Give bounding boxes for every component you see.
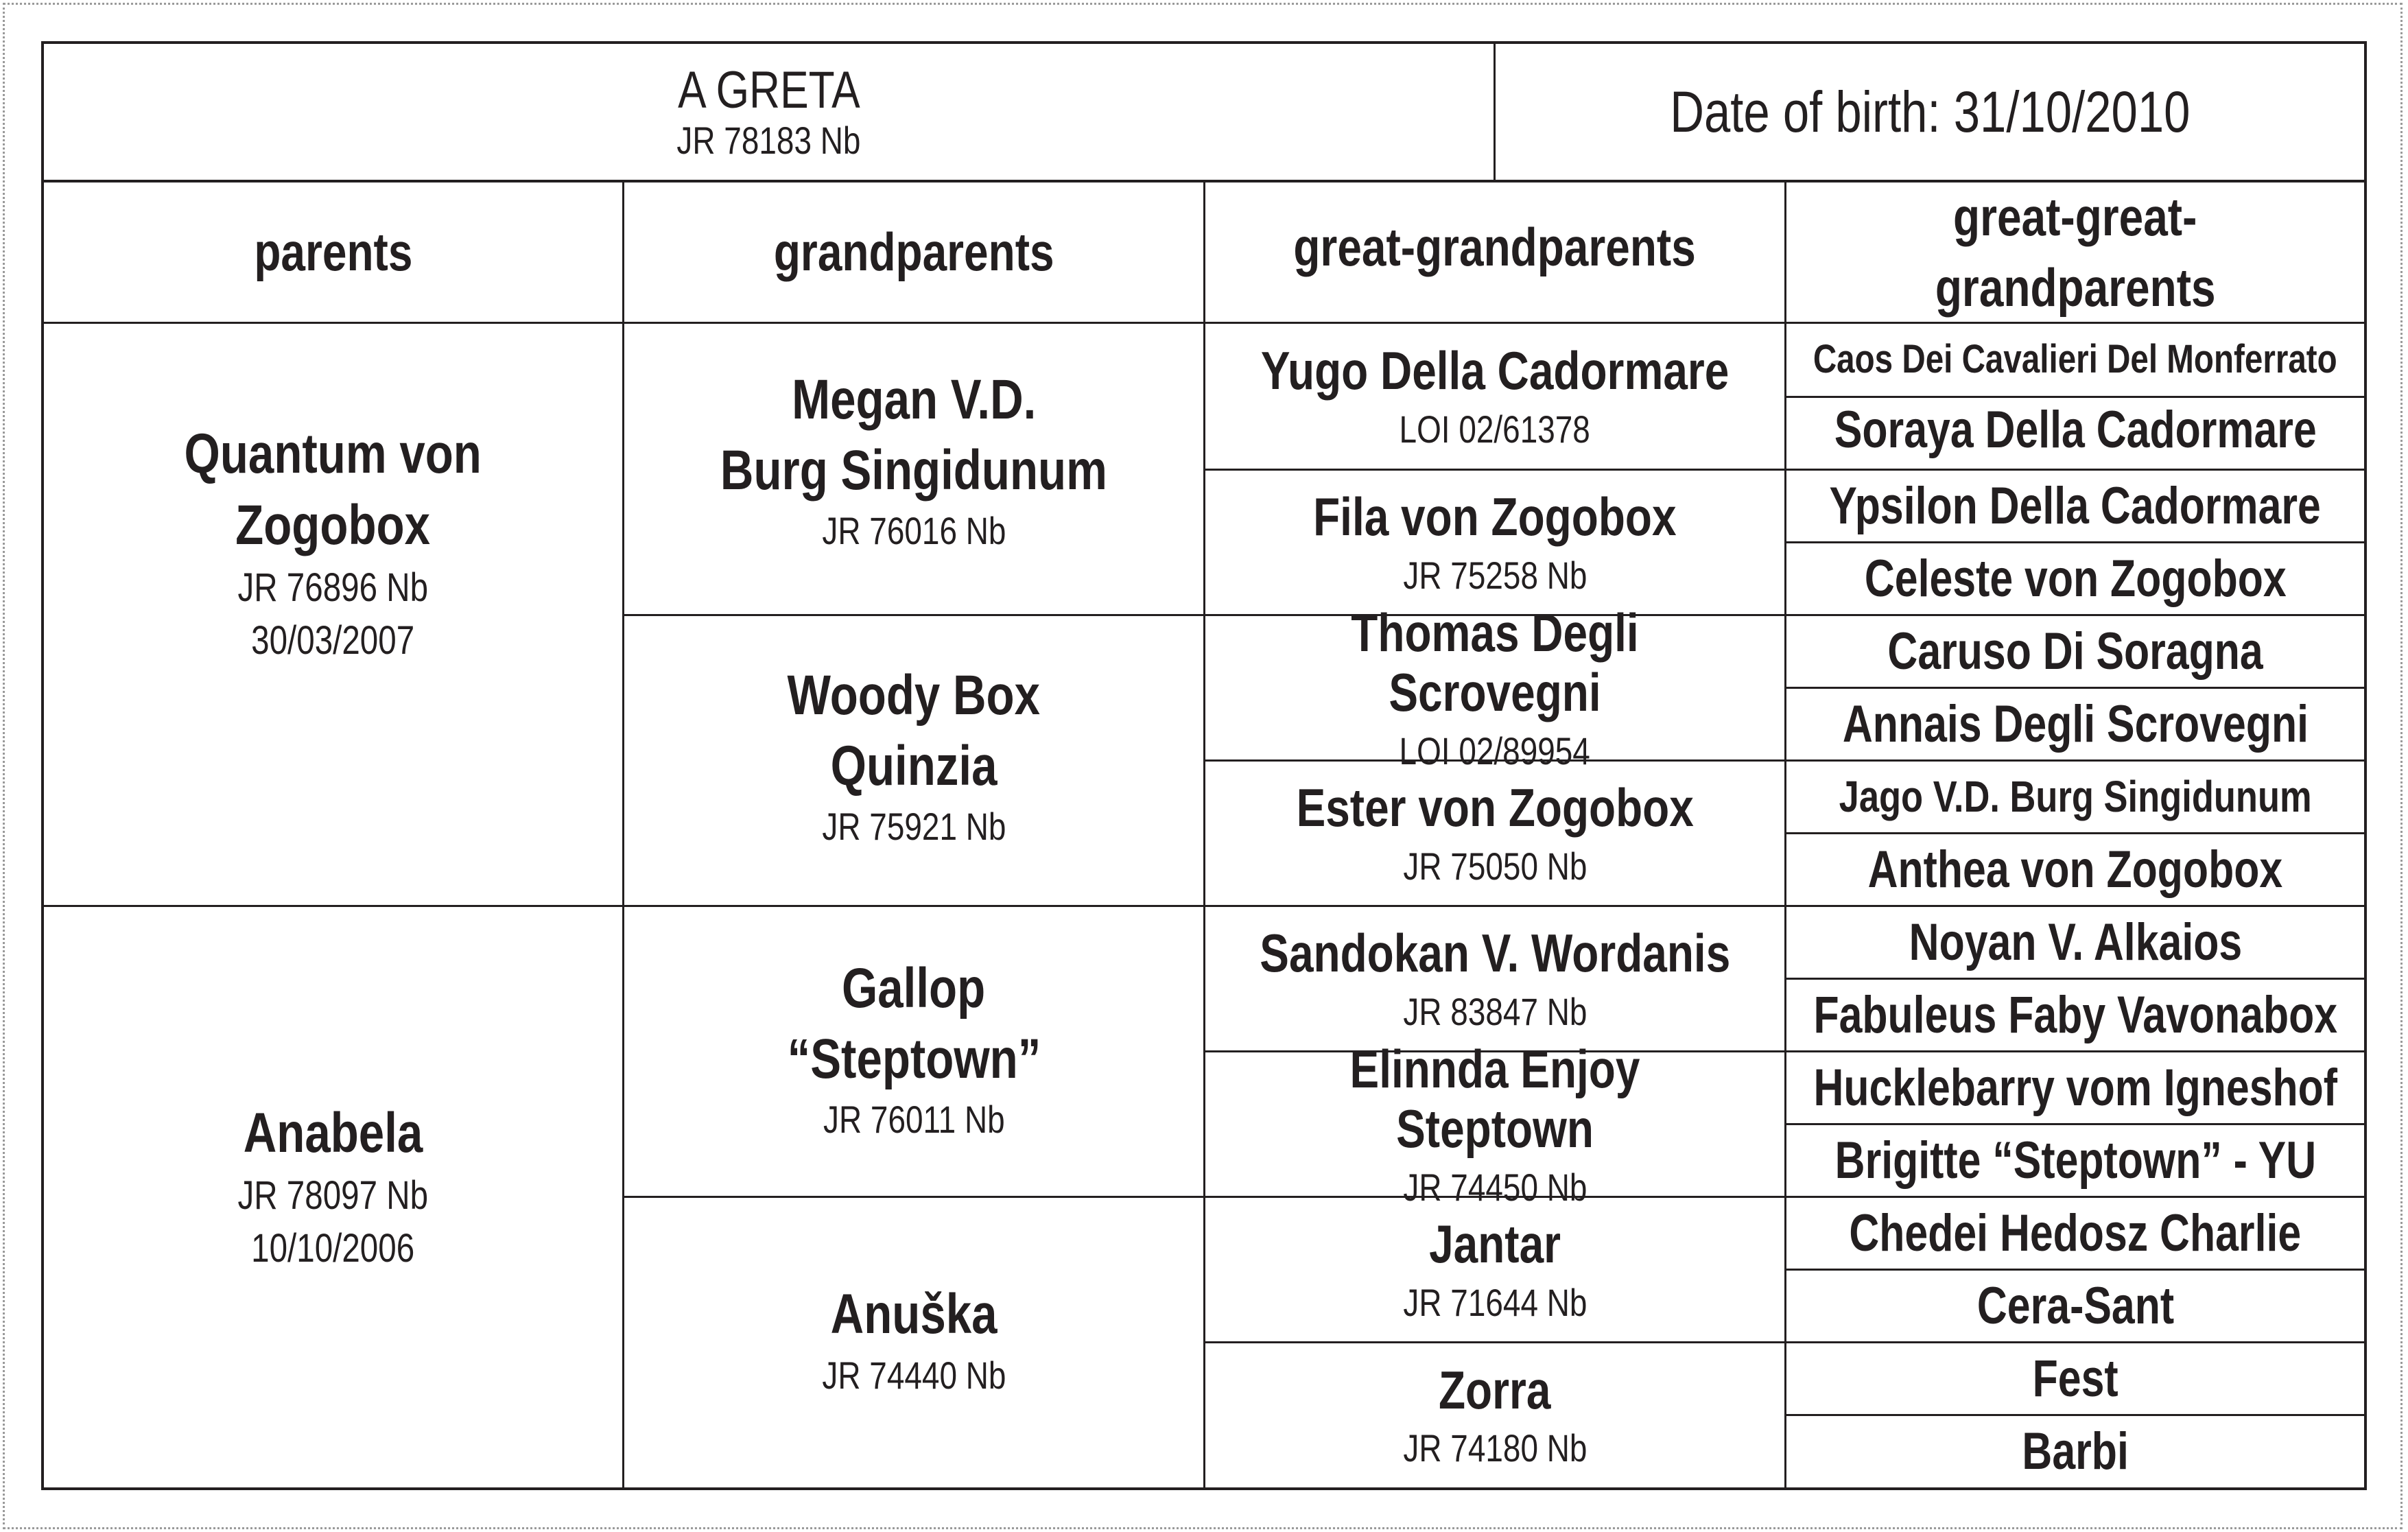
great-grandparent-registration: JR 75050 Nb: [1402, 844, 1587, 888]
great-great-grandparent-name: Caruso Di Soragna: [1887, 622, 2263, 681]
parent-registration: JR 78097 Nb: [237, 1172, 429, 1218]
great-great-grandparent-name: Cera-Sant: [1976, 1276, 2174, 1335]
parent-birth-date: 30/03/2007: [251, 617, 415, 663]
great-great-grandparent-name: Annais Degli Scrovegni: [1842, 694, 2309, 753]
great-grandparent: [1205, 1343, 1784, 1487]
great-grandparent-name: Thomas Degli Scrovegni: [1351, 602, 1639, 723]
header-grandparents: [624, 182, 1203, 322]
great-great-grandparent: [1786, 471, 2364, 541]
great-grandparent-name: Sandokan V. Wordanis: [1260, 923, 1730, 984]
grandparent: [624, 1280, 1203, 1403]
great-great-grandparent: [1786, 1052, 2364, 1123]
great-grandparent: [1205, 602, 1784, 773]
great-grandparent-registration: JR 74180 Nb: [1402, 1426, 1587, 1470]
great-grandparent-name: Elinnda Enjoy Steptown: [1349, 1038, 1640, 1159]
great-grandparent-name: Fila von Zogobox: [1313, 486, 1677, 547]
date-of-birth-cell: [1496, 44, 2364, 180]
grandparent: [624, 365, 1203, 563]
grandparent-name-line2: “Steptown”: [787, 1027, 1041, 1090]
great-grandparent: [1205, 1038, 1784, 1209]
great-great-grandparent: [1786, 1271, 2364, 1341]
great-great-grandparent-name: Jago V.D. Burg Singidunum: [1839, 771, 2312, 821]
great-grandparent-name: Jantar: [1429, 1214, 1561, 1275]
great-grandparent-registration: JR 75258 Nb: [1402, 553, 1587, 597]
dog-name: A GRETA: [677, 61, 860, 120]
parent-name-line1: Quantum von: [184, 422, 482, 485]
header-great-great-line2: grandparents: [1935, 257, 2216, 318]
grandparent: [624, 661, 1203, 858]
grandparent-name-line1: Megan V.D.: [791, 368, 1037, 431]
great-great-grandparent: [1786, 762, 2364, 832]
great-grandparent-registration: JR 74450 Nb: [1402, 1165, 1587, 1209]
great-great-grandparent: [1786, 324, 2364, 396]
great-great-grandparent-name: Noyan V. Alkaios: [1909, 912, 2242, 971]
great-great-grandparent-name: Anthea von Zogobox: [1867, 840, 2283, 899]
great-great-grandparent-name: Chedei Hedosz Charlie: [1849, 1203, 2302, 1262]
great-grandparent: [1205, 907, 1784, 1050]
header-great-grandparents-label: great-grandparents: [1293, 217, 1697, 278]
great-grandparent: [1205, 762, 1784, 905]
great-great-grandparent: [1786, 689, 2364, 759]
header-parents: [44, 182, 622, 322]
grandparent-name-line1: Woody Box: [787, 664, 1041, 727]
great-great-grandparent: [1786, 543, 2364, 614]
great-great-grandparent-name: Hucklebarry vom Igneshof: [1813, 1058, 2337, 1117]
great-great-grandparent: [1786, 980, 2364, 1050]
great-great-grandparent: [1786, 907, 2364, 978]
great-great-grandparent: [1786, 1125, 2364, 1196]
great-great-grandparent: [1786, 1198, 2364, 1269]
great-great-grandparent: [1786, 834, 2364, 905]
parent-birth-date: 10/10/2006: [251, 1225, 415, 1271]
great-great-grandparent-name: Ypsilon Della Cadormare: [1829, 476, 2322, 535]
dog-title-cell: [44, 44, 1494, 180]
grandparent-name-line1: Anuška: [830, 1283, 998, 1345]
date-of-birth: Date of birth: 31/10/2010: [1669, 79, 2191, 144]
great-great-grandparent-name: Brigitte “Steptown” - YU: [1834, 1131, 2316, 1190]
great-grandparent: [1205, 324, 1784, 469]
dog-registration: JR 78183 Nb: [676, 119, 861, 163]
parent-dam: [44, 907, 622, 1275]
great-great-grandparent-name: Soraya Della Cadormare: [1834, 401, 2317, 459]
header-great-great-grandparents: [1786, 182, 2364, 322]
parent-name-line2: Zogobox: [235, 493, 431, 556]
great-grandparent-registration: LOI 02/89954: [1399, 729, 1591, 773]
grandparent-registration: JR 76011 Nb: [823, 1098, 1005, 1141]
great-great-grandparent-name: Fabuleus Faby Vavonabox: [1813, 985, 2337, 1044]
header-parents-label: parents: [253, 221, 413, 282]
grandparent-registration: JR 76016 Nb: [821, 509, 1006, 552]
great-great-grandparent-name: Celeste von Zogobox: [1864, 549, 2287, 608]
great-grandparent-registration: JR 71644 Nb: [1402, 1280, 1587, 1324]
great-great-grandparent-name: Barbi: [2022, 1422, 2129, 1481]
great-grandparent-name: Zorra: [1439, 1359, 1551, 1420]
great-great-grandparent: [1786, 1343, 2364, 1414]
header-great-grandparents: [1205, 182, 1784, 313]
table-border-right: [2364, 41, 2367, 1490]
great-great-grandparent-name: Fest: [2032, 1349, 2118, 1408]
grandparent-name-line1: Gallop: [842, 957, 986, 1020]
great-great-grandparent: [1786, 1416, 2364, 1487]
header-grandparents-label: grandparents: [773, 221, 1054, 282]
great-grandparent-name: Ester von Zogobox: [1296, 777, 1694, 838]
great-great-grandparent: [1786, 616, 2364, 687]
grandparent-name-line2: Burg Singidunum: [720, 438, 1107, 502]
parent-registration: JR 76896 Nb: [237, 565, 429, 610]
great-grandparent-registration: JR 83847 Nb: [1402, 989, 1587, 1033]
great-grandparent: [1205, 471, 1784, 614]
great-grandparent-name: Yugo Della Cadormare: [1260, 340, 1730, 401]
great-great-grandparent-name: Caos Dei Cavalieri Del Monferrato: [1813, 337, 2337, 382]
great-grandparent-registration: LOI 02/61378: [1399, 407, 1591, 451]
grandparent-registration: JR 75921 Nb: [821, 805, 1006, 848]
great-grandparent: [1205, 1198, 1784, 1341]
parent-name-line1: Anabela: [243, 1101, 423, 1164]
parent-sire: [44, 324, 622, 667]
grandparent-name-line2: Quinzia: [830, 734, 998, 797]
header-great-great-line1: great-great-: [1953, 186, 2197, 247]
grandparent: [624, 954, 1203, 1151]
grandparent-registration: JR 74440 Nb: [821, 1353, 1006, 1397]
